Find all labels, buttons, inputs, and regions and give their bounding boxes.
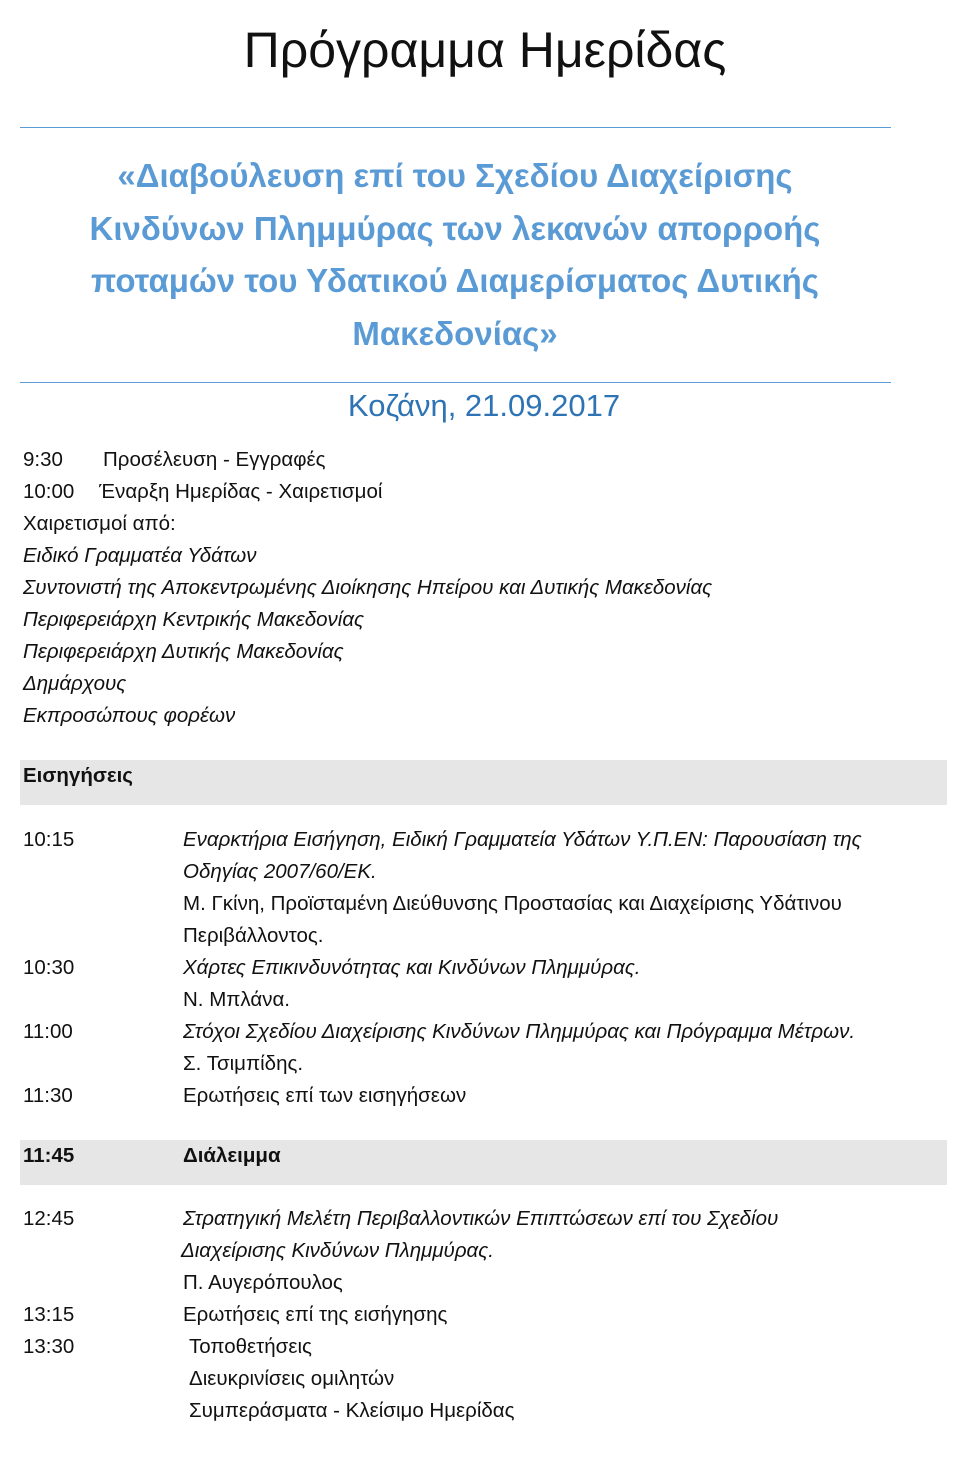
section-heading-presentations: Εισηγήσεις [20, 760, 947, 805]
agenda [23, 444, 947, 1427]
break-row [20, 1140, 947, 1185]
agenda-row [23, 952, 947, 984]
subtitle-line: Κινδύνων Πλημμύρας των λεκανών απορροής [89, 209, 821, 247]
time: 11:00 [23, 1020, 73, 1043]
agenda-text: Προσέλευση - Εγγραφές [103, 448, 326, 471]
speaker: Περιβάλλοντος. [183, 924, 324, 947]
agenda-text: Έναρξη Ημερίδας - Χαιρετισμοί [99, 480, 383, 503]
agenda-text: Ερωτήσεις επί της εισήγησης [183, 1303, 448, 1326]
agenda-text: Εναρκτήρια Εισήγηση, Ειδική Γραμματεία Υδάτων Υ.Π.ΕΝ: Παρουσίαση της [183, 828, 862, 851]
break-label: Διάλειμμα [183, 1144, 281, 1167]
agenda-text: Τοποθετήσεις [189, 1335, 312, 1358]
agenda-text: Στρατηγική Μελέτη Περιβαλλοντικών Επιπτώσεων επί του Σχεδίου [183, 1207, 779, 1230]
agenda-text: Οδηγίας 2007/60/ΕΚ. [183, 860, 377, 883]
subtitle-line: «Διαβούλευση επί του Σχεδίου Διαχείρισης [117, 157, 793, 194]
time: 12:45 [23, 1207, 75, 1230]
time: 10:30 [23, 956, 75, 979]
greeter: Δημάρχους [23, 672, 127, 695]
time: 10:00 [23, 480, 75, 503]
greetings-label: Χαιρετισμοί από: [23, 512, 176, 535]
speaker: Π. Αυγερόπουλος [183, 1271, 343, 1294]
event-subtitle [40, 150, 870, 360]
agenda-row [23, 1016, 947, 1048]
divider-top [20, 127, 891, 128]
time: 13:30 [23, 1335, 75, 1358]
subtitle-line: Μακεδονίας» [352, 314, 558, 352]
agenda-row [23, 1080, 947, 1112]
agenda-text: Στόχοι Σχεδίου Διαχείρισης Κινδύνων Πλημμύρας και Πρόγραμμα Μέτρων. [183, 1020, 856, 1043]
agenda-text: Ερωτήσεις επί των εισηγήσεων [183, 1084, 467, 1107]
agenda-text: Χάρτες Επικινδυνότητας και Κινδύνων Πλημμύρας. [183, 956, 641, 979]
time: 11:30 [23, 1084, 73, 1107]
greeter: Εκπροσώπους φορέων [23, 704, 236, 727]
agenda-row [23, 1299, 947, 1331]
time: 10:15 [23, 828, 75, 851]
agenda-row [23, 824, 947, 856]
agenda-text: Συμπεράσματα - Κλείσιμο Ημερίδας [189, 1399, 515, 1422]
agenda-row [23, 1331, 947, 1363]
subtitle-line: ποταμών του Υδατικού Διαμερίσματος Δυτικής [91, 262, 819, 299]
page-title: Πρόγραμμα Ημερίδας [243, 22, 727, 78]
time: 13:15 [23, 1303, 75, 1326]
agenda-row [23, 444, 947, 476]
speaker: Σ. Τσιμπίδης. [183, 1052, 304, 1075]
speaker: Μ. Γκίνη, Προϊσταμένη Διεύθυνσης Προστασίας και Διαχείρισης Υδάτινου [183, 892, 842, 915]
greeter: Συντονιστή της Αποκεντρωμένης Διοίκησης Ηπείρου και Δυτικής Μακεδονίας [23, 576, 713, 599]
agenda-text: Διευκρινίσεις ομιλητών [189, 1367, 395, 1390]
greeter: Ειδικό Γραμματέα Υδάτων [23, 544, 257, 567]
greeter: Περιφερειάρχη Κεντρικής Μακεδονίας [23, 608, 365, 631]
agenda-text: Διαχείρισης Κινδύνων Πλημμύρας. [181, 1239, 494, 1262]
speaker: Ν. Μπλάνα. [183, 988, 291, 1011]
agenda-row [23, 1203, 947, 1235]
greeter: Περιφερειάρχη Δυτικής Μακεδονίας [23, 640, 344, 663]
time: 9:30 [23, 448, 63, 471]
event-date: Κοζάνη, 21.09.2017 [347, 388, 621, 423]
agenda-row [23, 476, 947, 508]
time: 11:45 [23, 1144, 75, 1167]
divider-bottom [20, 382, 891, 383]
